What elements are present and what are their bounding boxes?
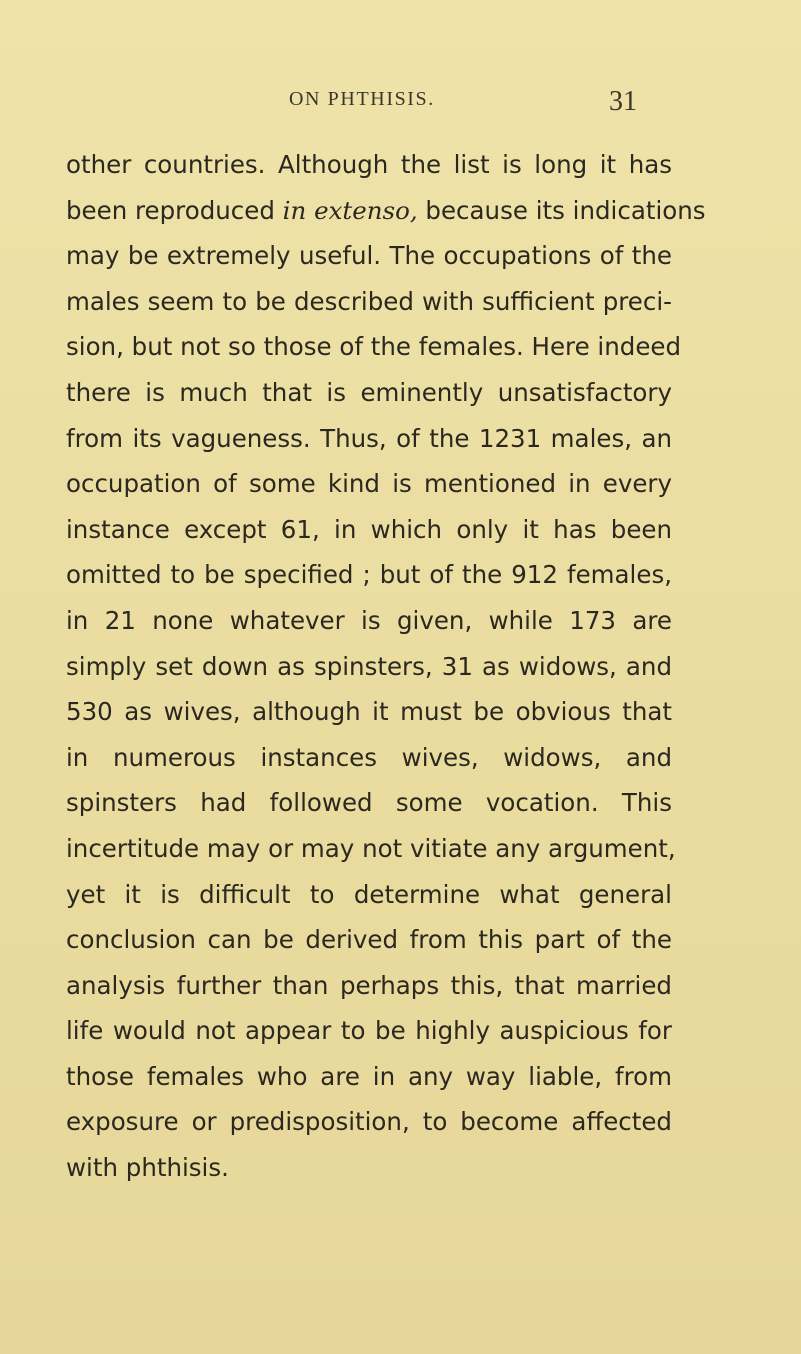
text-run: because its indications [417, 195, 706, 225]
text-line [66, 188, 706, 234]
page-number: 31 [609, 86, 637, 117]
text-line: occupation of some kind is mentioned in every [66, 469, 672, 499]
text-line: analysis further than perhaps this, that married [66, 970, 672, 1000]
text-line: in numerous instances wives, widows, and [66, 742, 672, 772]
body-paragraph [66, 142, 706, 1191]
text-run: been reproduced [66, 195, 283, 225]
text-line: other countries. Although the list is long it has [66, 150, 672, 179]
text-line: simply set down as spinsters, 31 as widows, and [66, 651, 672, 681]
text-line: spinsters had followed some vocation. This [66, 788, 672, 818]
text-line: conclusion can be derived from this part of the [66, 925, 672, 955]
text-line: from its vagueness. Thus, of the 1231 males, an [66, 423, 672, 453]
text-line: may be extremely useful. The occupations of the [66, 241, 672, 271]
text-line: incertitude may or may not vitiate any argument, [66, 833, 676, 863]
italic-phrase: in extenso, [282, 195, 418, 225]
text-line: males seem to be described with sufficient preci- [66, 286, 672, 316]
text-line: omitted to be specified ; but of the 912 females, [66, 560, 672, 590]
page-header [0, 84, 801, 124]
text-line: with phthisis. [66, 1153, 229, 1183]
text-line: in 21 none whatever is given, while 173 are [66, 605, 672, 635]
text-line: 530 as wives, although it must be obvious that [66, 697, 672, 727]
text-line: life would not appear to be highly auspicious for [66, 1016, 672, 1046]
text-line: yet it is difficult to determine what general [66, 879, 672, 909]
text-line: sion, but not so those of the females. Here indeed [66, 332, 682, 362]
running-head: ON PHTHISIS. [289, 88, 435, 110]
text-line: instance except 61, in which only it has been [66, 514, 672, 544]
text-line: those females who are in any way liable, from [66, 1061, 672, 1091]
text-line: exposure or predisposition, to become affected [66, 1107, 672, 1137]
text-line: there is much that is eminently unsatisfactory [66, 377, 672, 407]
